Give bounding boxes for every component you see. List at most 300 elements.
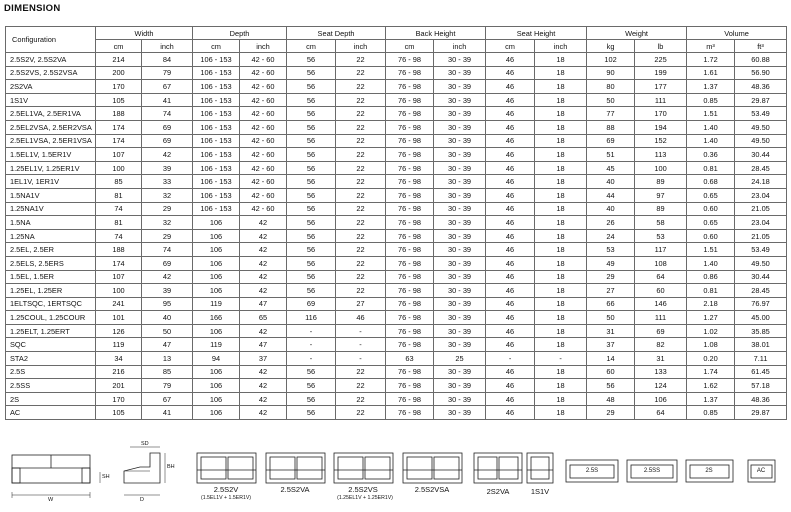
value-cell: 74 <box>96 229 142 243</box>
value-cell: 30.44 <box>735 270 787 284</box>
value-cell: 46 <box>486 297 535 311</box>
value-cell: 133 <box>635 365 687 379</box>
table-row <box>6 148 787 162</box>
value-cell: 42 - 60 <box>240 148 287 162</box>
value-cell: 74 <box>142 107 193 121</box>
config-cell: 2.5EL, 2.5ER <box>6 243 96 257</box>
value-cell: 46 <box>486 338 535 352</box>
value-cell: 106 - 153 <box>193 175 240 189</box>
value-cell: 29.87 <box>735 93 787 107</box>
sofa-front-view-icon <box>12 455 100 498</box>
value-cell: 18 <box>535 134 587 148</box>
config-2-5s2v-icon <box>197 453 256 483</box>
value-cell: 22 <box>336 161 386 175</box>
value-cell: 79 <box>142 66 193 80</box>
value-cell: 22 <box>336 53 386 67</box>
value-cell: 56 <box>287 229 336 243</box>
value-cell: 18 <box>535 297 587 311</box>
value-cell: 84 <box>142 53 193 67</box>
value-cell: 42 - 60 <box>240 107 287 121</box>
config-2s2va-icon <box>474 453 522 483</box>
value-cell: 106 <box>193 256 240 270</box>
config-sub-2-5s2vs: (1.25EL1V + 1.25ER1V) <box>337 495 393 501</box>
unit-header: inch <box>535 40 587 53</box>
value-cell: 46 <box>486 148 535 162</box>
value-cell: 1.61 <box>687 66 735 80</box>
page-title: DIMENSION <box>4 3 61 14</box>
value-cell: 56 <box>287 256 336 270</box>
value-cell: 88 <box>587 120 635 134</box>
value-cell: 188 <box>96 243 142 257</box>
value-cell: 30 - 39 <box>434 53 486 67</box>
value-cell: 42 <box>240 243 287 257</box>
value-cell: 0.20 <box>687 352 735 366</box>
value-cell: 76 - 98 <box>386 107 434 121</box>
config-2-5s2vsa-icon <box>403 453 462 483</box>
value-cell: 22 <box>336 406 386 420</box>
value-cell: 37 <box>240 352 287 366</box>
value-cell: 30 - 39 <box>434 365 486 379</box>
value-cell: 22 <box>336 80 386 94</box>
value-cell: 46 <box>486 66 535 80</box>
value-cell: 42 <box>240 406 287 420</box>
value-cell: 22 <box>336 284 386 298</box>
config-2-5s2vs-icon <box>334 453 393 483</box>
config-cell: 1.25ELT, 1.25ERT <box>6 324 96 338</box>
value-cell: 106 <box>635 392 687 406</box>
value-cell: - <box>336 338 386 352</box>
value-cell: 46 <box>486 406 535 420</box>
value-cell: 50 <box>587 311 635 325</box>
value-cell: 48.36 <box>735 392 787 406</box>
value-cell: 76 - 98 <box>386 134 434 148</box>
value-cell: 107 <box>96 148 142 162</box>
value-cell: 81 <box>96 216 142 230</box>
value-cell: 106 - 153 <box>193 80 240 94</box>
dimension-table <box>5 26 787 420</box>
value-cell: 18 <box>535 93 587 107</box>
value-cell: 106 <box>193 270 240 284</box>
unit-header: inch <box>142 40 193 53</box>
value-cell: 1.40 <box>687 134 735 148</box>
value-cell: 69 <box>142 120 193 134</box>
value-cell: 76 - 98 <box>386 80 434 94</box>
value-cell: 18 <box>535 53 587 67</box>
value-cell: 22 <box>336 120 386 134</box>
value-cell: 30 - 39 <box>434 338 486 352</box>
table-row <box>6 107 787 121</box>
value-cell: 105 <box>96 406 142 420</box>
value-cell: 22 <box>336 175 386 189</box>
config-cell: 1EL1V, 1ER1V <box>6 175 96 189</box>
value-cell: 199 <box>635 66 687 80</box>
config-label-2-5s2v: 2.5S2V <box>213 485 239 494</box>
table-row <box>6 311 787 325</box>
value-cell: 1.72 <box>687 53 735 67</box>
value-cell: 56 <box>287 392 336 406</box>
value-cell: 241 <box>96 297 142 311</box>
value-cell: 51 <box>587 148 635 162</box>
value-cell: 201 <box>96 379 142 393</box>
value-cell: 29 <box>142 229 193 243</box>
value-cell: 42 <box>240 216 287 230</box>
value-cell: 18 <box>535 188 587 202</box>
value-cell: 30 - 39 <box>434 188 486 202</box>
value-cell: 76 - 98 <box>386 284 434 298</box>
group-header: Seat Depth <box>287 27 386 40</box>
value-cell: 56 <box>287 216 336 230</box>
value-cell: 89 <box>635 202 687 216</box>
config-cell: 2.5EL2VSA, 2.5ER2VSA <box>6 120 96 134</box>
value-cell: 37 <box>587 338 635 352</box>
value-cell: 34 <box>96 352 142 366</box>
value-cell: 18 <box>535 406 587 420</box>
value-cell: 106 - 153 <box>193 188 240 202</box>
value-cell: 76 - 98 <box>386 256 434 270</box>
value-cell: 76 - 98 <box>386 311 434 325</box>
table-row <box>6 202 787 216</box>
value-cell: 28.45 <box>735 284 787 298</box>
value-cell: 69 <box>142 134 193 148</box>
value-cell: 18 <box>535 120 587 134</box>
value-cell: 42 - 60 <box>240 175 287 189</box>
value-cell: 85 <box>142 365 193 379</box>
value-cell: 29 <box>587 270 635 284</box>
value-cell: 0.60 <box>687 229 735 243</box>
value-cell: 76 - 98 <box>386 406 434 420</box>
table-row <box>6 53 787 67</box>
config-cell: 1.25NA <box>6 229 96 243</box>
value-cell: 30 - 39 <box>434 297 486 311</box>
config-cell: 1.25NA1V <box>6 202 96 216</box>
header-unit-row <box>6 40 787 53</box>
group-header: Volume <box>687 27 787 40</box>
value-cell: - <box>336 352 386 366</box>
value-cell: 66 <box>587 297 635 311</box>
group-header: Width <box>96 27 193 40</box>
unit-header: inch <box>336 40 386 53</box>
value-cell: 56 <box>587 379 635 393</box>
unit-header: cm <box>287 40 336 53</box>
value-cell: 42 - 60 <box>240 66 287 80</box>
value-cell: 47 <box>240 338 287 352</box>
value-cell: 106 <box>193 379 240 393</box>
config-cell: 2.5SS <box>6 379 96 393</box>
value-cell: 39 <box>142 284 193 298</box>
config-2-5s2va-icon <box>266 453 325 483</box>
table-body <box>6 53 787 420</box>
value-cell: 21.05 <box>735 229 787 243</box>
value-cell: 1.02 <box>687 324 735 338</box>
value-cell: 13 <box>142 352 193 366</box>
value-cell: 22 <box>336 202 386 216</box>
value-cell: 58 <box>635 216 687 230</box>
value-cell: 0.68 <box>687 175 735 189</box>
config-label-2-5s2vs: 2.5S2VS <box>348 485 378 494</box>
config-cell: AC <box>6 406 96 420</box>
config-cell: 2S2VA <box>6 80 96 94</box>
value-cell: 100 <box>635 161 687 175</box>
value-cell: 200 <box>96 66 142 80</box>
value-cell: 18 <box>535 270 587 284</box>
value-cell: 2.18 <box>687 297 735 311</box>
table-row <box>6 216 787 230</box>
value-cell: 42 <box>240 324 287 338</box>
value-cell: 49 <box>587 256 635 270</box>
value-cell: 53 <box>587 243 635 257</box>
config-cell: 2.5ELS, 2.5ERS <box>6 256 96 270</box>
value-cell: 76 - 98 <box>386 365 434 379</box>
table-row <box>6 284 787 298</box>
value-cell: 76 - 98 <box>386 243 434 257</box>
value-cell: 46 <box>486 243 535 257</box>
value-cell: 42 <box>240 229 287 243</box>
table-row <box>6 392 787 406</box>
value-cell: 166 <box>193 311 240 325</box>
value-cell: 22 <box>336 107 386 121</box>
value-cell: - <box>535 352 587 366</box>
value-cell: 76 - 98 <box>386 270 434 284</box>
value-cell: 42 <box>240 284 287 298</box>
value-cell: 119 <box>193 338 240 352</box>
unit-header: ft³ <box>735 40 787 53</box>
value-cell: 69 <box>142 256 193 270</box>
value-cell: 22 <box>336 229 386 243</box>
value-cell: 18 <box>535 379 587 393</box>
config-label-2-5s2va: 2.5S2VA <box>280 485 310 494</box>
value-cell: 30 - 39 <box>434 243 486 257</box>
value-cell: 56 <box>287 188 336 202</box>
value-cell: 188 <box>96 107 142 121</box>
value-cell: 29.87 <box>735 406 787 420</box>
value-cell: 56.90 <box>735 66 787 80</box>
value-cell: 46 <box>486 365 535 379</box>
value-cell: 76 - 98 <box>386 175 434 189</box>
value-cell: 47 <box>142 338 193 352</box>
value-cell: 106 - 153 <box>193 66 240 80</box>
value-cell: 0.85 <box>687 93 735 107</box>
value-cell: 67 <box>142 80 193 94</box>
value-cell: 76 - 98 <box>386 93 434 107</box>
value-cell: 61.45 <box>735 365 787 379</box>
value-cell: 56 <box>287 270 336 284</box>
value-cell: 45.00 <box>735 311 787 325</box>
unit-header: cm <box>193 40 240 53</box>
value-cell: 46 <box>486 379 535 393</box>
header-group-row <box>6 27 787 40</box>
value-cell: 29 <box>142 202 193 216</box>
value-cell: - <box>486 352 535 366</box>
unit-header: cm <box>96 40 142 53</box>
value-cell: 0.36 <box>687 148 735 162</box>
value-cell: 28.45 <box>735 161 787 175</box>
value-cell: 30 - 39 <box>434 379 486 393</box>
value-cell: 67 <box>142 392 193 406</box>
value-cell: 27 <box>336 297 386 311</box>
value-cell: 18 <box>535 202 587 216</box>
config-label-1s1v: 1S1V <box>530 487 550 496</box>
config-cell: 1S1V <box>6 93 96 107</box>
value-cell: 56 <box>287 148 336 162</box>
value-cell: 108 <box>635 256 687 270</box>
value-cell: 48 <box>587 392 635 406</box>
value-cell: 42 - 60 <box>240 202 287 216</box>
value-cell: 26 <box>587 216 635 230</box>
value-cell: 46 <box>486 161 535 175</box>
value-cell: 44 <box>587 188 635 202</box>
table-row <box>6 297 787 311</box>
value-cell: 42 - 60 <box>240 93 287 107</box>
value-cell: 56 <box>287 284 336 298</box>
table-row <box>6 188 787 202</box>
box-label-2s: 2S <box>705 468 713 474</box>
value-cell: 56 <box>287 134 336 148</box>
value-cell: 50 <box>142 324 193 338</box>
value-cell: 46 <box>486 324 535 338</box>
value-cell: 18 <box>535 66 587 80</box>
value-cell: 77 <box>587 107 635 121</box>
value-cell: 40 <box>587 202 635 216</box>
value-cell: 30 - 39 <box>434 392 486 406</box>
value-cell: 119 <box>193 297 240 311</box>
table-row <box>6 365 787 379</box>
value-cell: 53.49 <box>735 107 787 121</box>
value-cell: 7.11 <box>735 352 787 366</box>
value-cell: 174 <box>96 120 142 134</box>
value-cell: 30 - 39 <box>434 256 486 270</box>
value-cell: 30 - 39 <box>434 134 486 148</box>
table-row <box>6 243 787 257</box>
config-cell: 2.5S2VS, 2.5S2VSA <box>6 66 96 80</box>
value-cell: 48.36 <box>735 80 787 94</box>
value-cell: 1.27 <box>687 311 735 325</box>
value-cell: 74 <box>142 243 193 257</box>
value-cell: 1.51 <box>687 107 735 121</box>
value-cell: 41 <box>142 93 193 107</box>
value-cell: 22 <box>336 270 386 284</box>
table-row <box>6 324 787 338</box>
value-cell: 79 <box>142 379 193 393</box>
value-cell: 24.18 <box>735 175 787 189</box>
table-row <box>6 406 787 420</box>
value-cell: 18 <box>535 107 587 121</box>
value-cell: 53 <box>635 229 687 243</box>
value-cell: 76 - 98 <box>386 53 434 67</box>
seat-depth-dim-label: SD <box>141 441 149 447</box>
value-cell: 56 <box>287 379 336 393</box>
value-cell: 56 <box>287 66 336 80</box>
value-cell: 30 - 39 <box>434 66 486 80</box>
group-header: Back Height <box>386 27 486 40</box>
config-sub-2-5s2v: (1.5EL1V + 1.5ER1V) <box>200 495 252 501</box>
value-cell: 18 <box>535 243 587 257</box>
value-cell: 1.51 <box>687 243 735 257</box>
value-cell: 22 <box>336 216 386 230</box>
value-cell: 30 - 39 <box>434 216 486 230</box>
value-cell: 0.60 <box>687 202 735 216</box>
value-cell: 18 <box>535 175 587 189</box>
value-cell: 56 <box>287 243 336 257</box>
value-cell: 1.40 <box>687 120 735 134</box>
value-cell: 0.65 <box>687 216 735 230</box>
value-cell: 46 <box>486 80 535 94</box>
value-cell: 106 <box>193 243 240 257</box>
unit-header: m³ <box>687 40 735 53</box>
value-cell: 53.49 <box>735 243 787 257</box>
value-cell: 22 <box>336 243 386 257</box>
value-cell: 76 - 98 <box>386 148 434 162</box>
config-1s1v-icon <box>527 453 553 483</box>
value-cell: 46 <box>486 188 535 202</box>
value-cell: 0.85 <box>687 406 735 420</box>
value-cell: 56 <box>287 161 336 175</box>
group-header: Weight <box>587 27 687 40</box>
value-cell: 106 <box>193 324 240 338</box>
value-cell: - <box>287 324 336 338</box>
value-cell: 170 <box>96 392 142 406</box>
value-cell: 1.08 <box>687 338 735 352</box>
value-cell: 97 <box>635 188 687 202</box>
value-cell: 107 <box>96 270 142 284</box>
value-cell: 152 <box>635 134 687 148</box>
value-cell: 76 - 98 <box>386 229 434 243</box>
value-cell: - <box>336 324 386 338</box>
value-cell: 117 <box>635 243 687 257</box>
value-cell: 32 <box>142 216 193 230</box>
value-cell: 76.97 <box>735 297 787 311</box>
width-dim-label: W <box>48 497 54 503</box>
config-cell: 1.25COUL, 1.25COUR <box>6 311 96 325</box>
value-cell: 18 <box>535 80 587 94</box>
seat-height-dim-label: SH <box>102 474 110 480</box>
value-cell: 69 <box>587 134 635 148</box>
value-cell: 1.74 <box>687 365 735 379</box>
value-cell: 42 <box>240 365 287 379</box>
value-cell: 30 - 39 <box>434 202 486 216</box>
value-cell: 27 <box>587 284 635 298</box>
value-cell: 80 <box>587 80 635 94</box>
table-header <box>6 27 787 53</box>
value-cell: 56 <box>287 80 336 94</box>
value-cell: 100 <box>96 161 142 175</box>
unit-header: inch <box>434 40 486 53</box>
value-cell: 113 <box>635 148 687 162</box>
value-cell: 49.50 <box>735 120 787 134</box>
value-cell: 95 <box>142 297 193 311</box>
value-cell: 24 <box>587 229 635 243</box>
value-cell: 22 <box>336 188 386 202</box>
diagram-strip <box>0 438 791 512</box>
value-cell: 35.85 <box>735 324 787 338</box>
value-cell: 31 <box>587 324 635 338</box>
value-cell: 46 <box>486 270 535 284</box>
value-cell: 106 - 153 <box>193 161 240 175</box>
value-cell: 39 <box>142 161 193 175</box>
value-cell: 106 - 153 <box>193 134 240 148</box>
value-cell: 76 - 98 <box>386 324 434 338</box>
value-cell: 23.04 <box>735 188 787 202</box>
value-cell: 22 <box>336 256 386 270</box>
value-cell: 76 - 98 <box>386 379 434 393</box>
value-cell: 170 <box>96 80 142 94</box>
value-cell: 146 <box>635 297 687 311</box>
value-cell: 1.62 <box>687 379 735 393</box>
value-cell: 42 <box>240 392 287 406</box>
value-cell: 25 <box>434 352 486 366</box>
value-cell: 60 <box>635 284 687 298</box>
value-cell: 174 <box>96 256 142 270</box>
config-cell: 2.5S2V, 2.5S2VA <box>6 53 96 67</box>
